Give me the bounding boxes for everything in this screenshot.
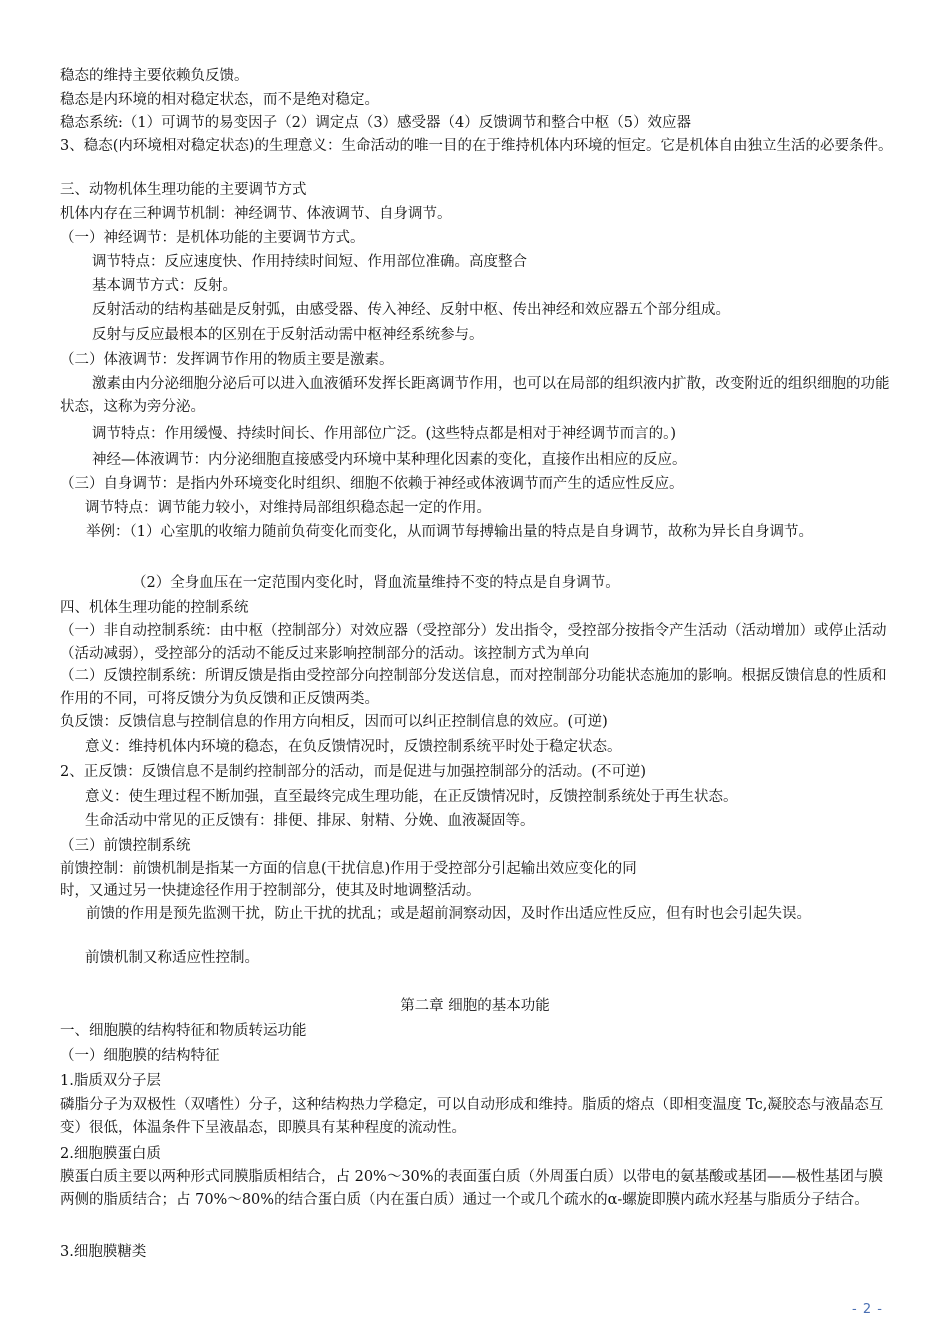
text-line: 调节特点：调节能力较小，对维持局部组织稳态起一定的作用。 xyxy=(85,500,491,516)
text-line: 意义：使生理过程不断加强，直至最终完成生理功能，在正反馈情况时，反馈控制系统处于再生状态。 xyxy=(85,789,738,805)
subsection-heading: 1.脂质双分子层 xyxy=(60,1073,161,1089)
section-heading: 一、细胞膜的结构特征和物质转运功能 xyxy=(60,1023,307,1039)
subsection-heading: （二）体液调节：发挥调节作用的物质主要是激素。 xyxy=(60,352,394,368)
text-line: 生命活动中常见的正反馈有：排便、排尿、射精、分娩、血液凝固等。 xyxy=(85,813,535,829)
text-line: （2）全身血压在一定范围内变化时，肾血流量维持不变的特点是自身调节。 xyxy=(132,575,620,591)
text-line: 负反馈：反馈信息与控制信息的作用方向相反，因而可以纠正控制信息的效应。(可逆) xyxy=(60,714,608,730)
text-line: 稳态是内环境的相对稳定状态，而不是绝对稳定。 xyxy=(60,92,379,108)
subsection-heading: （三）前馈控制系统 xyxy=(60,838,191,854)
text-line: 调节特点：反应速度快、作用持续时间短、作用部位准确。高度整合 xyxy=(92,254,527,270)
subsection-heading: 2.细胞膜蛋白质 xyxy=(60,1146,161,1162)
text-line: 反射活动的结构基础是反射弧，由感受器、传入神经、反射中枢、传出神经和效应器五个部分组成。 xyxy=(92,302,730,318)
text-paragraph: 3、稳态(内环境相对稳定状态)的生理意义：生命活动的唯一目的在于维持机体内环境的恒定。它是机体自由独立生活的必要条件。 xyxy=(60,138,893,154)
text-line: 稳态的维持主要依赖负反馈。 xyxy=(60,68,249,84)
text-paragraph: 膜蛋白质主要以两种形式同膜脂质相结合，占 20%～30%的表面蛋白质（外周蛋白质）以带电的氨基酸或基团——极性基团与膜两侧的脂质结合；占 70%～80%的结合蛋白质（内在蛋白质）通过一个或几个疏水的α-螺旋即膜内疏水羟基与脂质分子结合。 xyxy=(60,1169,884,1208)
subsection-heading: （三）自身调节：是指内外环境变化时组织、细胞不依赖于神经或体液调节而产生的适应性反应。 xyxy=(60,476,684,492)
text-paragraph: 举例：（1）心室肌的收缩力随前负荷变化而变化，从而调节每搏输出量的特点是自身调节，故称为异长自身调节。 xyxy=(86,524,813,540)
subsection-heading: 3.细胞膜糖类 xyxy=(60,1244,147,1260)
text-paragraph: （一）非自动控制系统：由中枢（控制部分）对效应器（受控部分）发出指令，受控部分按指令产生活动（活动增加）或停止活动（活动减弱），受控部分的活动不能反过来影响控制部分的活动。该控制方式为单向 xyxy=(60,623,887,662)
section-heading: 四、机体生理功能的控制系统 xyxy=(60,600,249,616)
section-heading: 三、动物机体生理功能的主要调节方式 xyxy=(60,182,307,198)
text-line: 调节特点：作用缓慢、持续时间长、作用部位广泛。(这些特点都是相对于神经调节而言的。) xyxy=(92,426,677,442)
text-line: 时，又通过另一快捷途径作用于控制部分，使其及时地调整活动。 xyxy=(60,883,481,899)
text-line: 意义：维持机体内环境的稳态，在负反馈情况时，反馈控制系统平时处于稳定状态。 xyxy=(85,739,622,755)
page-number: - 2 - xyxy=(852,1302,883,1317)
text-line: 机体内存在三种调节机制：神经调节、体液调节、自身调节。 xyxy=(60,206,452,222)
text-paragraph: 前馈的作用是预先监测干扰，防止干扰的扰乱；或是超前洞察动因，及时作出适应性反应，但有时也会引起失误。 xyxy=(86,906,811,922)
chapter-title: 第二章 细胞的基本功能 xyxy=(400,998,550,1014)
text-line: 稳态系统:（1）可调节的易变因子（2）调定点（3）感受器（4）反馈调节和整合中枢（5）效应器 xyxy=(60,115,692,131)
text-paragraph: （二）反馈控制系统：所谓反馈是指由受控部分向控制部分发送信息，而对控制部分功能状态施加的影响。根据反馈信息的性质和作用的不同，可将反馈分为负反馈和正反馈两类。 xyxy=(60,668,887,707)
text-line: 反射与反应最根本的区别在于反射活动需中枢神经系统参与。 xyxy=(92,327,484,343)
text-paragraph: 激素由内分泌细胞分泌后可以进入血液循环发挥长距离调节作用，也可以在局部的组织液内扩散，改变附近的组织细胞的功能状态，这称为旁分泌。 xyxy=(60,376,890,415)
subsection-heading: （一）细胞膜的结构特征 xyxy=(60,1048,220,1064)
text-line: 2、正反馈：反馈信息不是制约控制部分的活动，而是促进与加强控制部分的活动。(不可逆) xyxy=(60,764,647,780)
text-line: 前馈机制又称适应性控制。 xyxy=(85,950,259,966)
text-line: 前馈控制：前馈机制是指某一方面的信息(干扰信息)作用于受控部分引起输出效应变化的同 xyxy=(60,861,637,877)
subsection-heading: （一）神经调节：是机体功能的主要调节方式。 xyxy=(60,230,365,246)
text-line: 基本调节方式：反射。 xyxy=(92,278,237,294)
text-paragraph: 磷脂分子为双极性（双嗜性）分子，这种结构热力学稳定，可以自动形成和维持。脂质的熔点（即相变温度 Tc,凝胶态与液晶态互变）很低，体温条件下呈液晶态，即膜具有某种程度的流动性。 xyxy=(60,1097,884,1136)
text-line: 神经—体液调节：内分泌细胞直接感受内环境中某种理化因素的变化，直接作出相应的反应。 xyxy=(92,452,687,468)
